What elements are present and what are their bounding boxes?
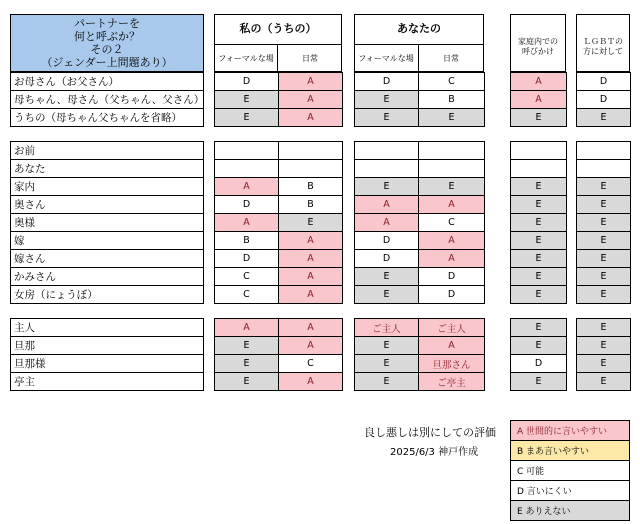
rating-cell: D <box>576 90 631 109</box>
row-label: うちの（母ちゃん父ちゃんを省略） <box>10 108 204 127</box>
rating-cell <box>278 159 343 178</box>
rating-cell: A <box>278 318 343 337</box>
rating-cell: 旦那さん <box>418 354 485 373</box>
rating-cell: ご主人 <box>418 318 485 337</box>
rating-cell <box>576 141 631 160</box>
rating-cell: D <box>214 72 279 91</box>
rating-cell <box>510 141 567 160</box>
rating-cell: A <box>278 249 343 268</box>
rating-cell <box>510 159 567 178</box>
rating-cell <box>278 141 343 160</box>
row-label: 嫁 <box>10 231 204 250</box>
rating-cell: E <box>510 285 567 304</box>
rating-cell: E <box>576 285 631 304</box>
rating-cell: E <box>214 354 279 373</box>
rating-cell: E <box>354 285 419 304</box>
rating-cell: E <box>576 318 631 337</box>
rating-cell: A <box>278 72 343 91</box>
row-label: 旦那様 <box>10 354 204 373</box>
note-date: 2025/6/3 神戸作成 <box>390 447 479 458</box>
rating-cell: E <box>576 195 631 214</box>
rating-cell: A <box>278 231 343 250</box>
rating-cell <box>576 159 631 178</box>
header-lgbt-line-2: 方に対して <box>583 47 623 56</box>
row-label: お前 <box>10 141 204 160</box>
rating-cell: A <box>278 108 343 127</box>
rating-cell: C <box>278 354 343 373</box>
row-label: 女房（にょうぼ） <box>10 285 204 304</box>
table-title <box>10 14 204 72</box>
rating-cell <box>354 141 419 160</box>
rating-cell: A <box>418 231 485 250</box>
legend-item: D 言いにくい <box>510 480 630 501</box>
rating-cell: E <box>576 372 631 391</box>
legend-item: E ありえない <box>510 500 630 521</box>
rating-cell: A <box>510 90 567 109</box>
rating-cell: E <box>354 90 419 109</box>
rating-cell <box>214 141 279 160</box>
rating-cell: E <box>510 213 567 232</box>
rating-cell: E <box>510 336 567 355</box>
rating-cell: A <box>418 249 485 268</box>
legend-item: C 可能 <box>510 460 630 481</box>
row-label: お母さん（お父さん） <box>10 72 204 91</box>
row-label: 嫁さん <box>10 249 204 268</box>
legend-item: A 世間的に言いやすい <box>510 420 630 441</box>
rating-cell <box>418 159 485 178</box>
rating-cell: E <box>510 372 567 391</box>
title-line-4: （ジェンダー上問題あり） <box>41 56 173 69</box>
title-line-2: 何と呼ぶか？ <box>74 30 140 43</box>
rating-cell: E <box>214 372 279 391</box>
rating-cell: D <box>354 72 419 91</box>
header-home-line-2: 呼びかけ <box>522 47 554 56</box>
row-label: 奥様 <box>10 213 204 232</box>
rating-cell: C <box>214 267 279 286</box>
rating-cell: A <box>278 372 343 391</box>
rating-cell: B <box>278 195 343 214</box>
rating-cell: C <box>418 72 485 91</box>
rating-cell: E <box>354 354 419 373</box>
rating-cell: C <box>214 285 279 304</box>
rating-cell <box>214 159 279 178</box>
rating-cell: E <box>214 336 279 355</box>
rating-cell: E <box>214 108 279 127</box>
rating-cell: D <box>418 285 485 304</box>
rating-cell: E <box>354 336 419 355</box>
rating-cell: D <box>418 267 485 286</box>
rating-cell: D <box>354 249 419 268</box>
rating-cell: E <box>510 267 567 286</box>
rating-cell: E <box>510 177 567 196</box>
title-line-3: その２ <box>90 43 124 56</box>
rating-cell: A <box>354 213 419 232</box>
rating-cell: E <box>278 213 343 232</box>
row-label: 旦那 <box>10 336 204 355</box>
legend-item: B まあ言いやすい <box>510 440 630 461</box>
header-daily-label: 日常 <box>302 54 318 63</box>
header-daily2-label: 日常 <box>443 54 459 63</box>
rating-cell: E <box>576 354 631 373</box>
rating-cell: D <box>576 72 631 91</box>
rating-cell: A <box>354 195 419 214</box>
rating-cell: D <box>510 354 567 373</box>
rating-cell: E <box>576 336 631 355</box>
header-formal-label: フォーマルな場 <box>218 54 274 63</box>
rating-cell: A <box>278 285 343 304</box>
rating-cell: A <box>418 195 485 214</box>
rating-cell: A <box>278 90 343 109</box>
header-formal2-label: フォーマルな場 <box>358 54 414 63</box>
rating-cell: E <box>418 108 485 127</box>
rating-cell: E <box>576 249 631 268</box>
header-home-line-1: 家庭内での <box>518 37 558 46</box>
rating-cell: E <box>354 177 419 196</box>
rating-cell: B <box>214 231 279 250</box>
row-label: あなた <box>10 159 204 178</box>
rating-cell: E <box>576 213 631 232</box>
note-evaluation: 良し悪しは別にしての評価 <box>364 426 496 439</box>
rating-cell: E <box>576 231 631 250</box>
header-mine-label: 私の（うちの） <box>239 22 317 35</box>
rating-cell: E <box>576 108 631 127</box>
rating-cell: E <box>354 108 419 127</box>
rating-cell: C <box>418 213 485 232</box>
rating-cell: A <box>510 72 567 91</box>
rating-cell <box>418 141 485 160</box>
row-label: 主人 <box>10 318 204 337</box>
rating-cell: E <box>576 177 631 196</box>
rating-cell: E <box>354 372 419 391</box>
rating-cell: A <box>214 318 279 337</box>
rating-cell: E <box>510 231 567 250</box>
rating-cell <box>354 159 419 178</box>
rating-cell: A <box>418 336 485 355</box>
rating-cell: E <box>510 318 567 337</box>
rating-cell: E <box>576 267 631 286</box>
header-lgbt-line-1: ＬＧＢＴの <box>583 37 623 46</box>
row-label: 亭主 <box>10 372 204 391</box>
rating-cell: A <box>278 336 343 355</box>
rating-cell: E <box>510 249 567 268</box>
row-label: 母ちゃん、母さん（父ちゃん、父さん） <box>10 90 204 109</box>
rating-cell: E <box>214 90 279 109</box>
rating-cell: ご主人 <box>354 318 419 337</box>
rating-cell: B <box>418 90 485 109</box>
row-label: かみさん <box>10 267 204 286</box>
header-yours-label: あなたの <box>397 22 441 35</box>
rating-cell: D <box>214 195 279 214</box>
rating-cell: A <box>214 177 279 196</box>
rating-cell: B <box>278 177 343 196</box>
rating-cell: E <box>510 195 567 214</box>
rating-cell: E <box>418 177 485 196</box>
row-label: 家内 <box>10 177 204 196</box>
rating-cell: D <box>214 249 279 268</box>
rating-cell: A <box>214 213 279 232</box>
rating-cell: ご亭主 <box>418 372 485 391</box>
rating-cell: E <box>510 108 567 127</box>
rating-cell: A <box>278 267 343 286</box>
rating-cell: D <box>354 231 419 250</box>
title-line-1: パートナーを <box>74 17 140 30</box>
row-label: 奥さん <box>10 195 204 214</box>
rating-cell: E <box>354 267 419 286</box>
